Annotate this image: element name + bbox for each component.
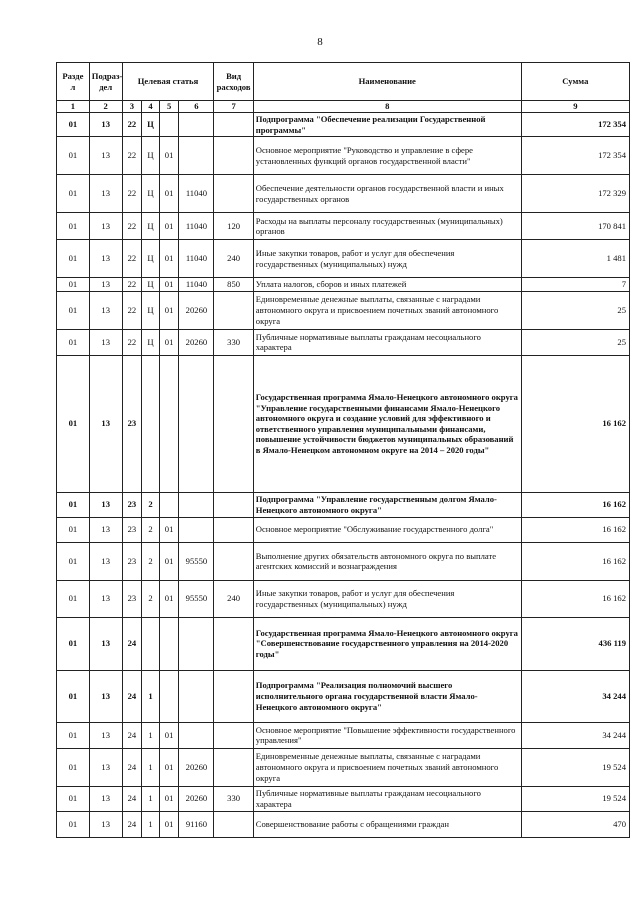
podrazdel-cell: 13: [89, 786, 122, 811]
sum-cell: 16 162: [521, 517, 629, 542]
col-number: 6: [179, 101, 214, 113]
target-direction-cell: 95550: [179, 580, 214, 617]
target-program-cell: 24: [122, 748, 142, 786]
expense-type-cell: [214, 670, 253, 722]
target-program-cell: 22: [122, 291, 142, 329]
target-direction-cell: 20260: [179, 786, 214, 811]
target-subprogram-cell: 2: [142, 492, 159, 517]
name-cell: Совершенствование работы с обращениями граждан: [253, 811, 521, 837]
target-event-cell: [159, 617, 179, 670]
name-cell: Основное мероприятие "Руководство и управление в сфере установленных функций органов государственной власти": [253, 137, 521, 175]
table-row: [57, 811, 630, 837]
target-program-cell: 22: [122, 329, 142, 355]
target-direction-cell: 95550: [179, 542, 214, 580]
target-subprogram-cell: 1: [142, 670, 159, 722]
target-subprogram-cell: 2: [142, 542, 159, 580]
name-cell: Подпрограмма "Обеспечение реализации Государственной программы": [253, 113, 521, 137]
sum-cell: 34 244: [521, 670, 629, 722]
sum-cell: 19 524: [521, 786, 629, 811]
target-program-cell: 24: [122, 617, 142, 670]
razdel-cell: 01: [57, 213, 90, 240]
sum-cell: 19 524: [521, 748, 629, 786]
razdel-cell: 01: [57, 786, 90, 811]
target-program-cell: 23: [122, 542, 142, 580]
col-number: 2: [89, 101, 122, 113]
podrazdel-cell: 13: [89, 811, 122, 837]
name-cell: Подпрограмма "Управление государственным долгом Ямало-Ненецкого автономного округа": [253, 492, 521, 517]
target-subprogram-cell: [142, 355, 159, 492]
podrazdel-cell: 13: [89, 748, 122, 786]
expense-type-cell: [214, 811, 253, 837]
razdel-cell: 01: [57, 355, 90, 492]
razdel-cell: 01: [57, 492, 90, 517]
target-program-cell: 22: [122, 113, 142, 137]
table-row: [57, 278, 630, 292]
razdel-cell: 01: [57, 811, 90, 837]
col-number: 9: [521, 101, 629, 113]
target-program-cell: 22: [122, 213, 142, 240]
razdel-cell: 01: [57, 113, 90, 137]
target-direction-cell: [179, 355, 214, 492]
podrazdel-cell: 13: [89, 492, 122, 517]
name-cell: Расходы на выплаты персоналу государственных (муниципальных) органов: [253, 213, 521, 240]
target-subprogram-cell: Ц: [142, 213, 159, 240]
target-direction-cell: 11040: [179, 175, 214, 213]
table-row: [57, 722, 630, 748]
expense-type-cell: [214, 617, 253, 670]
name-cell: Иные закупки товаров, работ и услуг для обеспечения государственных (муниципальных) нужд: [253, 240, 521, 278]
target-direction-cell: [179, 492, 214, 517]
target-event-cell: [159, 492, 179, 517]
header-sum: Сумма: [521, 63, 629, 101]
col-number: 5: [159, 101, 179, 113]
page-number: 8: [317, 36, 323, 48]
razdel-cell: 01: [57, 722, 90, 748]
target-subprogram-cell: Ц: [142, 240, 159, 278]
table-row: [57, 291, 630, 329]
target-direction-cell: 11040: [179, 213, 214, 240]
name-cell: Государственная программа Ямало-Ненецкого автономного округа "Управление государственными финансами Ямало-Ненецкого автономного округа и создание условий для эффективного и ответственного управления муниципальными финансами, повышение устойчивости бюджетов муниципальных образований в Ямало-Ненецком автономном округе на 2014 – 2020 годы": [253, 355, 521, 492]
razdel-cell: 01: [57, 240, 90, 278]
target-event-cell: 01: [159, 722, 179, 748]
expense-type-cell: 850: [214, 278, 253, 292]
target-event-cell: 01: [159, 748, 179, 786]
expense-type-cell: 330: [214, 329, 253, 355]
name-cell: Государственная программа Ямало-Ненецкого автономного округа "Совершенствование государственного управления на 2014-2020 годы": [253, 617, 521, 670]
podrazdel-cell: 13: [89, 213, 122, 240]
target-program-cell: 24: [122, 722, 142, 748]
razdel-cell: 01: [57, 748, 90, 786]
target-direction-cell: 11040: [179, 240, 214, 278]
target-program-cell: 23: [122, 580, 142, 617]
razdel-cell: 01: [57, 175, 90, 213]
col-number: 4: [142, 101, 159, 113]
target-event-cell: 01: [159, 175, 179, 213]
table-row: [57, 542, 630, 580]
table-row: [57, 355, 630, 492]
name-cell: Уплата налогов, сборов и иных платежей: [253, 278, 521, 292]
name-cell: Основное мероприятие "Обслуживание государственного долга": [253, 517, 521, 542]
header-razdel: Разде л: [57, 63, 90, 101]
target-event-cell: 01: [159, 213, 179, 240]
podrazdel-cell: 13: [89, 291, 122, 329]
podrazdel-cell: 13: [89, 517, 122, 542]
target-program-cell: 23: [122, 492, 142, 517]
target-program-cell: 23: [122, 517, 142, 542]
sum-cell: 25: [521, 291, 629, 329]
podrazdel-cell: 13: [89, 722, 122, 748]
table-row: [57, 517, 630, 542]
header-vid: Вид расходов: [214, 63, 253, 101]
sum-cell: 16 162: [521, 580, 629, 617]
target-event-cell: 01: [159, 811, 179, 837]
sum-cell: 16 162: [521, 542, 629, 580]
target-event-cell: 01: [159, 291, 179, 329]
razdel-cell: 01: [57, 617, 90, 670]
sum-cell: 16 162: [521, 355, 629, 492]
target-event-cell: 01: [159, 580, 179, 617]
podrazdel-cell: 13: [89, 355, 122, 492]
sum-cell: 170 841: [521, 213, 629, 240]
name-cell: Подпрограмма "Реализация полномочий высшего исполнительного органа государственной власти Ямало-Ненецкого автономного округа": [253, 670, 521, 722]
target-subprogram-cell: 1: [142, 786, 159, 811]
target-program-cell: 24: [122, 670, 142, 722]
table-row: [57, 748, 630, 786]
expense-type-cell: [214, 492, 253, 517]
target-subprogram-cell: Ц: [142, 137, 159, 175]
name-cell: Публичные нормативные выплаты гражданам несоциального характера: [253, 329, 521, 355]
sum-cell: 436 119: [521, 617, 629, 670]
target-subprogram-cell: 2: [142, 580, 159, 617]
razdel-cell: 01: [57, 580, 90, 617]
table-row: [57, 786, 630, 811]
target-subprogram-cell: Ц: [142, 329, 159, 355]
expense-type-cell: [214, 355, 253, 492]
col-number: 8: [253, 101, 521, 113]
podrazdel-cell: 13: [89, 329, 122, 355]
header-podrazdel: Подраз- дел: [89, 63, 122, 101]
expense-type-cell: 330: [214, 786, 253, 811]
numbering-row: [57, 101, 630, 113]
expense-type-cell: [214, 291, 253, 329]
sum-cell: 25: [521, 329, 629, 355]
expense-type-cell: [214, 517, 253, 542]
target-event-cell: [159, 355, 179, 492]
sum-cell: 172 354: [521, 113, 629, 137]
target-direction-cell: [179, 670, 214, 722]
expense-type-cell: [214, 137, 253, 175]
razdel-cell: 01: [57, 542, 90, 580]
expense-type-cell: [214, 722, 253, 748]
target-direction-cell: [179, 722, 214, 748]
podrazdel-cell: 13: [89, 580, 122, 617]
target-event-cell: 01: [159, 329, 179, 355]
target-subprogram-cell: Ц: [142, 278, 159, 292]
header-target: Целевая статья: [122, 63, 214, 101]
target-subprogram-cell: 1: [142, 748, 159, 786]
expense-type-cell: 120: [214, 213, 253, 240]
razdel-cell: 01: [57, 517, 90, 542]
table-row: [57, 213, 630, 240]
target-event-cell: [159, 670, 179, 722]
target-direction-cell: 20260: [179, 748, 214, 786]
table-row: [57, 329, 630, 355]
sum-cell: 172 354: [521, 137, 629, 175]
table-row: [57, 670, 630, 722]
target-subprogram-cell: Ц: [142, 291, 159, 329]
sum-cell: 16 162: [521, 492, 629, 517]
target-program-cell: 22: [122, 175, 142, 213]
target-program-cell: 22: [122, 240, 142, 278]
table-row: [57, 175, 630, 213]
sum-cell: 172 329: [521, 175, 629, 213]
name-cell: Единовременные денежные выплаты, связанные с наградами автономного округа и присвоением почетных званий автономного округа: [253, 748, 521, 786]
target-event-cell: 01: [159, 542, 179, 580]
podrazdel-cell: 13: [89, 137, 122, 175]
sum-cell: 1 481: [521, 240, 629, 278]
target-program-cell: 24: [122, 811, 142, 837]
target-subprogram-cell: [142, 617, 159, 670]
col-number: 7: [214, 101, 253, 113]
table-row: [57, 492, 630, 517]
target-subprogram-cell: Ц: [142, 175, 159, 213]
sum-cell: 34 244: [521, 722, 629, 748]
target-event-cell: 01: [159, 240, 179, 278]
podrazdel-cell: 13: [89, 175, 122, 213]
table-row: [57, 113, 630, 137]
expense-type-cell: [214, 113, 253, 137]
header-row: [57, 63, 630, 101]
target-subprogram-cell: 1: [142, 722, 159, 748]
target-event-cell: 01: [159, 517, 179, 542]
header-name: Наименование: [253, 63, 521, 101]
target-event-cell: 01: [159, 137, 179, 175]
target-direction-cell: [179, 617, 214, 670]
target-direction-cell: [179, 137, 214, 175]
name-cell: Иные закупки товаров, работ и услуг для обеспечения государственных (муниципальных) нужд: [253, 580, 521, 617]
target-subprogram-cell: 2: [142, 517, 159, 542]
col-number: 3: [122, 101, 142, 113]
razdel-cell: 01: [57, 291, 90, 329]
table-row: [57, 137, 630, 175]
razdel-cell: 01: [57, 278, 90, 292]
table-row: [57, 580, 630, 617]
target-subprogram-cell: Ц: [142, 113, 159, 137]
target-program-cell: 22: [122, 278, 142, 292]
table-row: [57, 240, 630, 278]
target-direction-cell: 11040: [179, 278, 214, 292]
expense-type-cell: 240: [214, 240, 253, 278]
target-direction-cell: [179, 517, 214, 542]
target-direction-cell: 91160: [179, 811, 214, 837]
podrazdel-cell: 13: [89, 670, 122, 722]
podrazdel-cell: 13: [89, 542, 122, 580]
target-event-cell: 01: [159, 786, 179, 811]
name-cell: Публичные нормативные выплаты гражданам несоциального характера: [253, 786, 521, 811]
expense-type-cell: [214, 542, 253, 580]
expense-type-cell: [214, 175, 253, 213]
target-direction-cell: 20260: [179, 291, 214, 329]
budget-table: [56, 62, 630, 838]
target-program-cell: 23: [122, 355, 142, 492]
razdel-cell: 01: [57, 670, 90, 722]
razdel-cell: 01: [57, 137, 90, 175]
podrazdel-cell: 13: [89, 617, 122, 670]
target-event-cell: 01: [159, 278, 179, 292]
target-direction-cell: [179, 113, 214, 137]
sum-cell: 470: [521, 811, 629, 837]
razdel-cell: 01: [57, 329, 90, 355]
table-row: [57, 617, 630, 670]
target-event-cell: [159, 113, 179, 137]
expense-type-cell: [214, 748, 253, 786]
col-number: 1: [57, 101, 90, 113]
target-subprogram-cell: 1: [142, 811, 159, 837]
name-cell: Выполнение других обязательств автономного округа по выплате агентских комиссий и вознаграждения: [253, 542, 521, 580]
target-program-cell: 24: [122, 786, 142, 811]
name-cell: Единовременные денежные выплаты, связанные с наградами автономного округа и присвоением почетных званий автономного округа: [253, 291, 521, 329]
target-program-cell: 22: [122, 137, 142, 175]
podrazdel-cell: 13: [89, 113, 122, 137]
name-cell: Обеспечение деятельности органов государственной власти и иных государственных органов: [253, 175, 521, 213]
target-direction-cell: 20260: [179, 329, 214, 355]
name-cell: Основное мероприятие "Повышение эффективности государственного управления": [253, 722, 521, 748]
sum-cell: 7: [521, 278, 629, 292]
podrazdel-cell: 13: [89, 278, 122, 292]
podrazdel-cell: 13: [89, 240, 122, 278]
expense-type-cell: 240: [214, 580, 253, 617]
